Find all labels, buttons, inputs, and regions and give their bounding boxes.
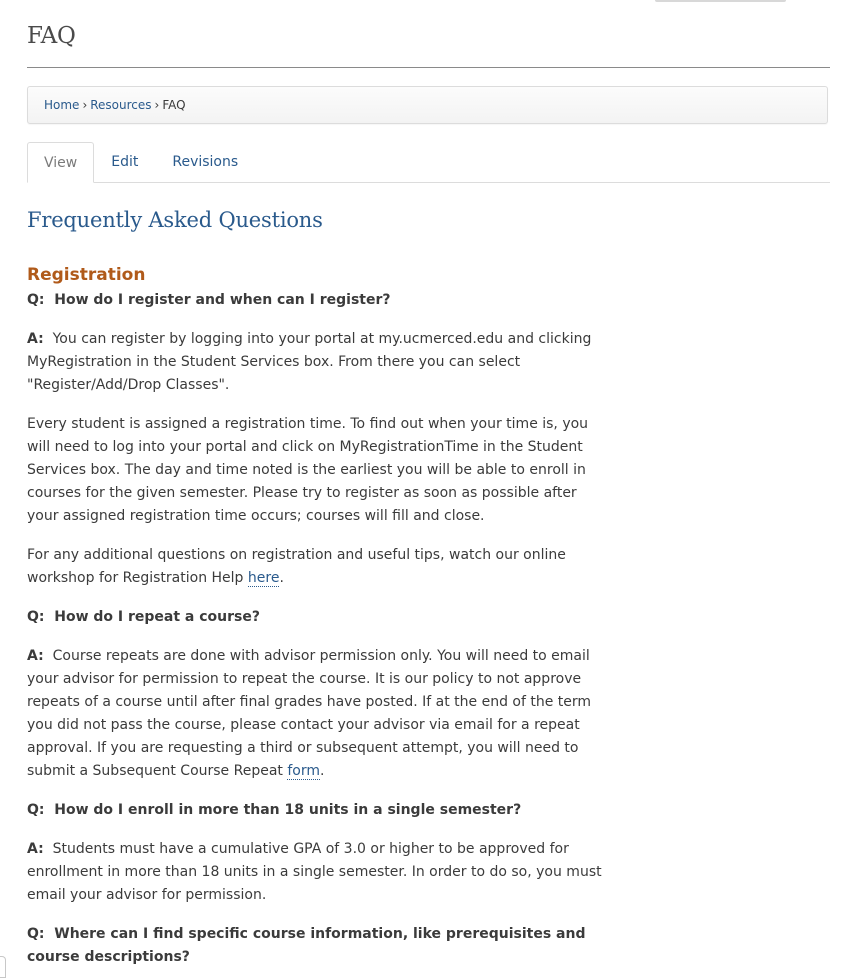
faq-answer — [27, 328, 612, 397]
breadcrumb-home-link[interactable]: Home — [44, 98, 80, 112]
answer-prefix: A: — [27, 841, 44, 857]
answer-prefix: A: — [27, 648, 44, 664]
answer-text: You can register by logging into your portal at my.ucmerced.edu and clicking MyRegistration in the Student Services box. From there you can select "Register/Add/Drop Classes". — [27, 331, 592, 393]
faq-answer — [27, 645, 612, 783]
faq-question — [27, 289, 612, 312]
section-title-registration: Registration — [27, 265, 146, 285]
main-content — [27, 205, 612, 969]
breadcrumb — [27, 86, 828, 124]
page-tabs — [27, 142, 830, 183]
registration-help-link[interactable]: here — [247, 570, 280, 586]
question-text: How do I enroll in more than 18 units in a single semester? — [54, 802, 522, 818]
question-text: How do I register and when can I register? — [54, 292, 391, 308]
tab-view[interactable]: View — [27, 142, 94, 183]
question-prefix: Q: — [27, 802, 45, 818]
faq-question — [27, 606, 612, 629]
breadcrumb-resources-link[interactable]: Resources — [90, 98, 152, 112]
answer-text: Students must have a cumulative GPA of 3.0 or higher to be approved for enrollment in more than 18 units in a single semester. In order to do so, you must email your advisor for permission. — [27, 841, 602, 903]
question-text: How do I repeat a course? — [54, 609, 260, 625]
bottom-left-edge-element — [0, 956, 6, 978]
course-repeat-form-link[interactable]: form — [287, 763, 321, 779]
help-text: For any additional questions on registration and useful tips, watch our online workshop for Registration Help — [27, 547, 566, 586]
faq-question — [27, 923, 612, 969]
tab-edit[interactable]: Edit — [111, 154, 139, 170]
breadcrumb-separator: › — [154, 98, 160, 112]
page-title: FAQ — [27, 23, 76, 49]
faq-answer — [27, 838, 612, 907]
answer-text-end: . — [320, 763, 325, 779]
faq-answer-extra: Every student is assigned a registration time. To find out when your time is, you will need to log into your portal and click on MyRegistrationTime in the Student Services box. The day and time noted is the earliest you will be able to enroll in courses for the given semester. Please try to register as soon as possible after your assigned registration time occurs; courses will fill and close. — [27, 416, 589, 524]
question-prefix: Q: — [27, 926, 45, 942]
top-edge-element — [655, 0, 786, 2]
tab-revisions[interactable]: Revisions — [172, 154, 239, 170]
faq-heading: Frequently Asked Questions — [27, 208, 323, 232]
faq-question — [27, 799, 612, 822]
answer-prefix: A: — [27, 331, 44, 347]
breadcrumb-separator: › — [82, 98, 88, 112]
help-text-end: . — [279, 570, 284, 586]
question-prefix: Q: — [27, 609, 45, 625]
answer-text: Course repeats are done with advisor permission only. You will need to email your advisor for permission to repeat the course. It is our policy to not approve repeats of a course until after final grades have posted. If at the end of the term you did not pass the course, please contact your advisor via email for a repeat approval. If you are requesting a third or subsequent attempt, you will need to submit a Subsequent Course Repeat — [27, 648, 592, 779]
breadcrumb-current: FAQ — [162, 98, 186, 112]
title-divider — [27, 67, 830, 68]
faq-help-text — [27, 544, 612, 590]
question-prefix: Q: — [27, 292, 45, 308]
question-text: Where can I find specific course information, like prerequisites and course descriptions? — [27, 926, 586, 965]
